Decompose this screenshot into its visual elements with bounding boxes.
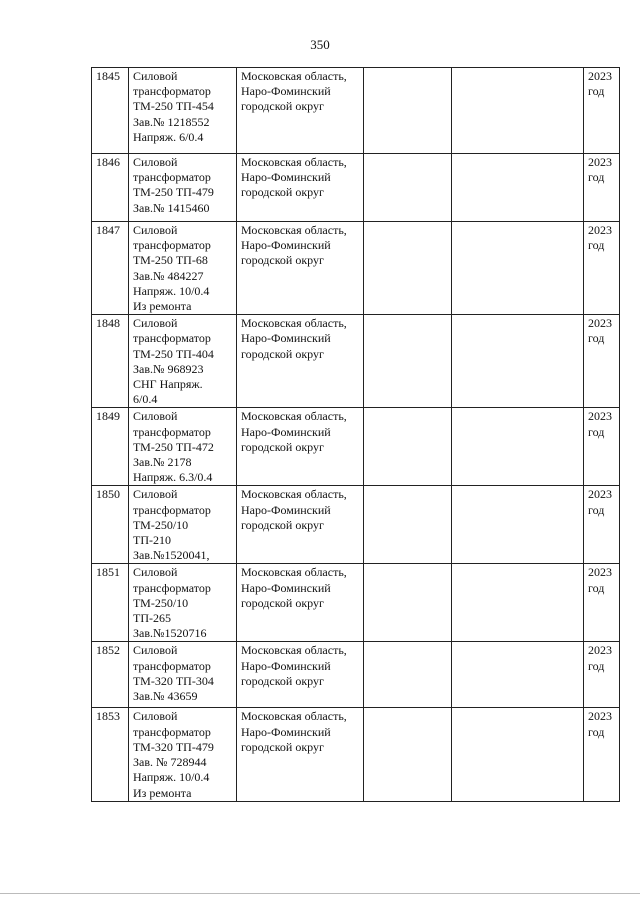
empty-cell [452,408,584,486]
location-cell [237,408,364,486]
item-name-line: ТМ-250 ТП-404 [133,346,214,361]
empty-cell [364,486,452,564]
item-name-cell [129,486,237,564]
item-name-line: Силовой [133,643,178,658]
item-name-line: ТМ-250 ТП-68 [133,253,208,268]
row-number: 1848 [96,316,120,331]
item-name-line: Напряж. 10/0.4 [133,283,210,298]
item-name-line: Силовой [133,487,178,502]
location-line: Наро-Фоминский [241,424,331,439]
table-row [92,154,620,222]
year-line: год [588,84,605,99]
item-name-line: ТП-210 [133,533,171,548]
location-cell [237,68,364,154]
year-line: 2023 [588,223,612,237]
year-cell [584,708,620,801]
item-name-line: Из ремонта [133,785,192,800]
item-name-cell [129,222,237,315]
item-name-line: Силовой [133,709,178,724]
row-number: 1853 [96,709,120,724]
table-row [92,642,620,708]
location-line: Московская область, [241,316,347,331]
item-name-cell [129,68,237,154]
item-name-line: Зав. № 728944 [133,755,207,770]
location-line: городской округ [241,253,324,268]
row-number-cell [92,708,129,801]
location-cell [237,564,364,642]
item-name-line: ТМ-250 ТП-472 [133,439,214,454]
row-number-cell [92,642,129,708]
location-line: городской округ [241,439,324,454]
item-name-line: Зав.№1520716 [133,626,207,641]
table-row [92,68,620,154]
location-line: Наро-Фоминский [241,502,331,517]
location-line: Московская область, [241,643,347,658]
location-line: городской округ [241,517,324,532]
location-line: Московская область, [241,409,347,424]
item-name-cell [129,315,237,408]
year-cell [584,222,620,315]
item-name-line: ТП-265 [133,611,171,626]
year-line: 2023 [588,316,612,331]
year-line: год [588,424,605,439]
item-name-line: Напряж. 10/0.4 [133,770,210,785]
year-line: год [588,170,605,185]
table-row [92,708,620,801]
item-name-cell [129,154,237,222]
year-cell [584,315,620,408]
empty-cell [364,642,452,708]
location-line: Наро-Фоминский [241,580,331,595]
location-line: Наро-Фоминский [241,658,331,673]
location-line: Наро-Фоминский [241,331,331,346]
location-cell [237,154,364,222]
empty-cell [364,564,452,642]
row-number: 1846 [96,155,120,169]
year-line: год [588,238,605,253]
year-line: год [588,658,605,673]
item-name-line: трансформатор [133,580,211,595]
location-cell [237,708,364,801]
year-cell [584,486,620,564]
item-name-line: трансформатор [133,424,211,439]
item-name-line: ТМ-250 ТП-454 [133,99,214,114]
location-line: городской округ [241,346,324,361]
row-number-cell [92,408,129,486]
empty-cell [364,222,452,315]
item-name-line: Силовой [133,223,178,237]
location-line: Московская область, [241,69,347,83]
item-name-line: трансформатор [133,331,211,346]
year-cell [584,408,620,486]
empty-cell [364,68,452,154]
empty-cell [364,408,452,486]
location-line: Московская область, [241,487,347,502]
year-cell [584,564,620,642]
item-name-line: Силовой [133,69,178,83]
year-cell [584,154,620,222]
location-line: городской округ [241,185,324,200]
year-cell [584,68,620,154]
row-number: 1850 [96,487,120,502]
item-name-line: Зав.№1520041, [133,548,210,563]
year-line: 2023 [588,155,612,169]
location-line: Наро-Фоминский [241,170,331,185]
year-line: 2023 [588,709,612,724]
row-number-cell [92,486,129,564]
empty-cell [452,708,584,801]
item-name-cell [129,708,237,801]
location-line: Наро-Фоминский [241,724,331,739]
registry-table [91,67,620,802]
item-name-line: трансформатор [133,238,211,253]
item-name-line: Зав.№ 43659 [133,689,198,704]
year-line: 2023 [588,643,612,658]
item-name-line: Силовой [133,565,178,580]
year-line: 2023 [588,565,612,580]
year-line: 2023 [588,409,612,424]
row-number-cell [92,222,129,315]
item-name-line: трансформатор [133,724,211,739]
page-number: 350 [310,37,330,52]
location-line: Московская область, [241,565,347,580]
item-name-line: Зав.№ 1415460 [133,200,210,215]
year-line: год [588,580,605,595]
item-name-line: Зав.№ 2178 [133,455,192,470]
location-cell [237,486,364,564]
item-name-line: трансформатор [133,170,211,185]
empty-cell [364,315,452,408]
item-name-line: Силовой [133,155,178,169]
item-name-line: ТМ-250/10 [133,595,189,610]
item-name-line: трансформатор [133,84,211,99]
row-number-cell [92,154,129,222]
item-name-line: Силовой [133,409,178,424]
row-number-cell [92,564,129,642]
item-name-line: СНГ Напряж. [133,377,203,392]
year-line: год [588,502,605,517]
empty-cell [452,486,584,564]
item-name-line: Напряж. 6/0.4 [133,129,204,144]
year-line: 2023 [588,487,612,502]
item-name-line: трансформатор [133,658,211,673]
item-name-line: Силовой [133,316,178,331]
location-line: Московская область, [241,223,347,237]
year-cell [584,642,620,708]
empty-cell [452,564,584,642]
location-line: городской округ [241,739,324,754]
location-line: городской округ [241,595,324,610]
item-name-line: Зав.№ 1218552 [133,114,210,129]
item-name-cell [129,408,237,486]
table-row [92,564,620,642]
location-line: Наро-Фоминский [241,84,331,99]
item-name-line: ТМ-320 ТП-304 [133,673,214,688]
item-name-line: Зав.№ 968923 [133,361,204,376]
scan-edge-line [0,893,640,894]
location-line: Московская область, [241,155,347,169]
item-name-line: 6/0.4 [133,392,158,407]
item-name-line: ТМ-250 ТП-479 [133,185,214,200]
table-row [92,408,620,486]
row-number: 1845 [96,69,120,83]
table-row [92,486,620,564]
registry-table-body [92,68,620,802]
year-line: год [588,331,605,346]
location-line: городской округ [241,673,324,688]
location-line: Московская область, [241,709,347,724]
location-cell [237,315,364,408]
location-cell [237,222,364,315]
item-name-line: Зав.№ 484227 [133,268,204,283]
location-line: городской округ [241,99,324,114]
empty-cell [452,642,584,708]
empty-cell [452,222,584,315]
year-line: 2023 [588,69,612,83]
row-number-cell [92,315,129,408]
location-line: Наро-Фоминский [241,238,331,253]
item-name-cell [129,564,237,642]
row-number: 1851 [96,565,120,580]
empty-cell [452,68,584,154]
table-row [92,315,620,408]
row-number-cell [92,68,129,154]
table-row [92,222,620,315]
item-name-cell [129,642,237,708]
item-name-line: Из ремонта [133,299,192,314]
item-name-line: трансформатор [133,502,211,517]
empty-cell [364,708,452,801]
empty-cell [364,154,452,222]
item-name-line: ТМ-320 ТП-479 [133,739,214,754]
item-name-line: ТМ-250/10 [133,517,189,532]
year-line: год [588,724,605,739]
row-number: 1847 [96,223,120,237]
row-number: 1852 [96,643,120,658]
row-number: 1849 [96,409,120,424]
item-name-line: Напряж. 6.3/0.4 [133,470,213,485]
location-cell [237,642,364,708]
empty-cell [452,154,584,222]
empty-cell [452,315,584,408]
